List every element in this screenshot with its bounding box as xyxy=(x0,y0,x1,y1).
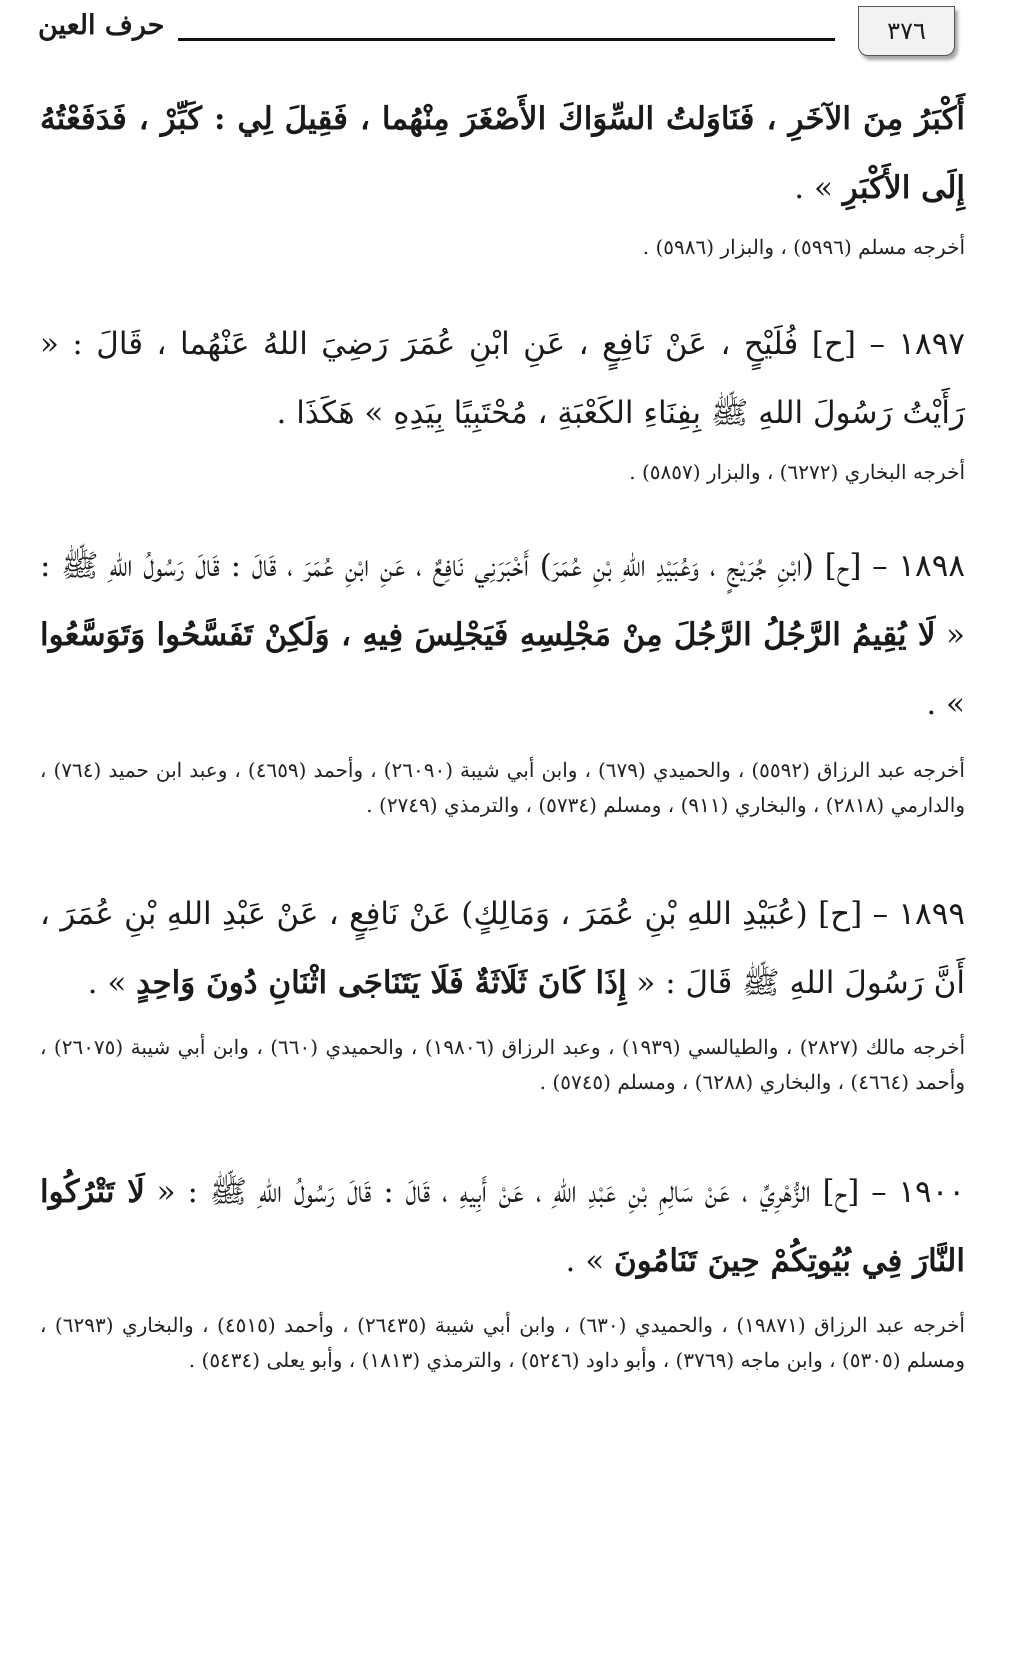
hadith-text-bold: أَكْبَرُ مِنَ الآخَرِ ، فَنَاوَلتُ السِّوَاكَ الأَصْغَرَ مِنْهُما ، فَقِيلَ لِي : كَبِّرْ ، فَدَفَعْتُهُ إِلَى الأَكْبَرِ xyxy=(40,101,965,206)
takhrij-note: أخرجه مالك (٢٨٢٧) ، والطيالسي (١٩٣٩) ، وعبد الرزاق (١٩٨٠٦) ، والحميدي (٦٦٠) ، وابن أبي شيبة (٢٦٠٧٥) ، وأحمد (٤٦٦٤) ، والبخاري (٦٢٨٨) ، ومسلم (٥٧٤٥) . xyxy=(40,1035,965,1094)
hadith-text-bold: إِذَا كَانَ ثَلَاثَةٌ فَلَا يَتَنَاجَى اثْنَانِ دُونَ وَاحِدٍ xyxy=(136,965,627,1001)
hadith-text-end: » . xyxy=(87,965,137,1001)
hadith-text: ١٨٩٧ – [ح] فُلَيْحٍ ، عَنْ نَافِعٍ ، عَنِ ابْنِ عُمَرَ رَضِيَ اللهُ عَنْهُما ، قَالَ : « رَأَيْتُ رَسُولَ اللهِ ﷺ بِفِنَاءِ الكَعْبَةِ ، مُحْتَبِيًا بِيَدِهِ » هَكَذَا . xyxy=(40,326,965,431)
hadith-text-end: » . xyxy=(794,170,843,206)
hadith-text-end: » . xyxy=(926,686,965,722)
header-rule xyxy=(178,38,835,41)
takhrij-note: أخرجه عبد الرزاق (١٩٨٧١) ، والحميدي (٦٣٠) ، وابن أبي شيبة (٢٦٤٣٥) ، وأحمد (٤٥١٥) ، والبخاري (٦٢٩٣) ، ومسلم (٥٣٠٥) ، وابن ماجه (٣٧٦٩) ، وأبو داود (٥٢٤٦) ، والترمذي (١٨١٣) ، وأبو يعلى (٥٤٣٤) . xyxy=(40,1313,965,1372)
hadith-continuation xyxy=(40,85,965,223)
hadith-text-end: » . xyxy=(565,1243,615,1279)
page-number-tab xyxy=(858,6,955,56)
takhrij-note: أخرجه مسلم (٥٩٩٦) ، والبزار (٥٩٨٦) . xyxy=(642,235,965,259)
hadith-text: ١٩٠٠ – [ح] الزُّهْرِيِّ ، عَنْ سَالِمِ بْنِ عَبْدِ اللهِ ، عَنْ أَبِيهِ ، قَالَ : قَالَ رَسُولُ اللهِ ﷺ : « xyxy=(144,1174,965,1210)
chapter-title: حرف العين xyxy=(38,10,165,41)
hadith-text-bold: لَا تَتْرُكُوا النَّارَ فِي بُيُوتِكُمْ حِينَ تَنَامُونَ xyxy=(40,1174,965,1279)
takhrij-note: أخرجه عبد الرزاق (٥٥٩٢) ، والحميدي (٦٧٩) ، وابن أبي شيبة (٢٦٠٩٠) ، وأحمد (٤٦٥٩) ، وعبد ابن حميد (٧٦٤) ، والدارمي (٢٨١٨) ، والبخاري (٩١١) ، ومسلم (٥٧٣٤) ، والترمذي (٢٧٤٩) . xyxy=(40,758,965,817)
page-number: ٣٧٦ xyxy=(887,17,926,45)
hadith-1899 xyxy=(40,880,965,1018)
hadith-text: ١٨٩٨ – [ح] (ابْنِ جُرَيْجٍ ، وَعُبَيْدِ اللهِ بْنِ عُمَرَ) أَخْبَرَنِي نَافِعٌ ، عَنِ ابْنِ عُمَرَ ، قَالَ : قَالَ رَسُولُ اللهِ ﷺ : « xyxy=(40,548,965,653)
hadith-1900 xyxy=(40,1158,965,1296)
hadith-1897 xyxy=(40,310,965,448)
takhrij-note: أخرجه البخاري (٦٢٧٢) ، والبزار (٥٨٥٧) . xyxy=(629,460,965,484)
hadith-1898 xyxy=(40,532,965,739)
hadith-text: ١٨٩٩ – [ح] (عُبَيْدِ اللهِ بْنِ عُمَرَ ، وَمَالِكٍ) عَنْ نَافِعٍ ، عَنْ عَبْدِ اللهِ بْنِ عُمَرَ ، أَنَّ رَسُولَ اللهِ ﷺ قَالَ : « xyxy=(40,896,965,1001)
hadith-text-bold: لَا يُقِيمُ الرَّجُلُ الرَّجُلَ مِنْ مَجْلِسِهِ فَيَجْلِسَ فِيهِ ، وَلَكِنْ تَفَسَّحُوا وَتَوَسَّعُوا xyxy=(40,617,936,653)
